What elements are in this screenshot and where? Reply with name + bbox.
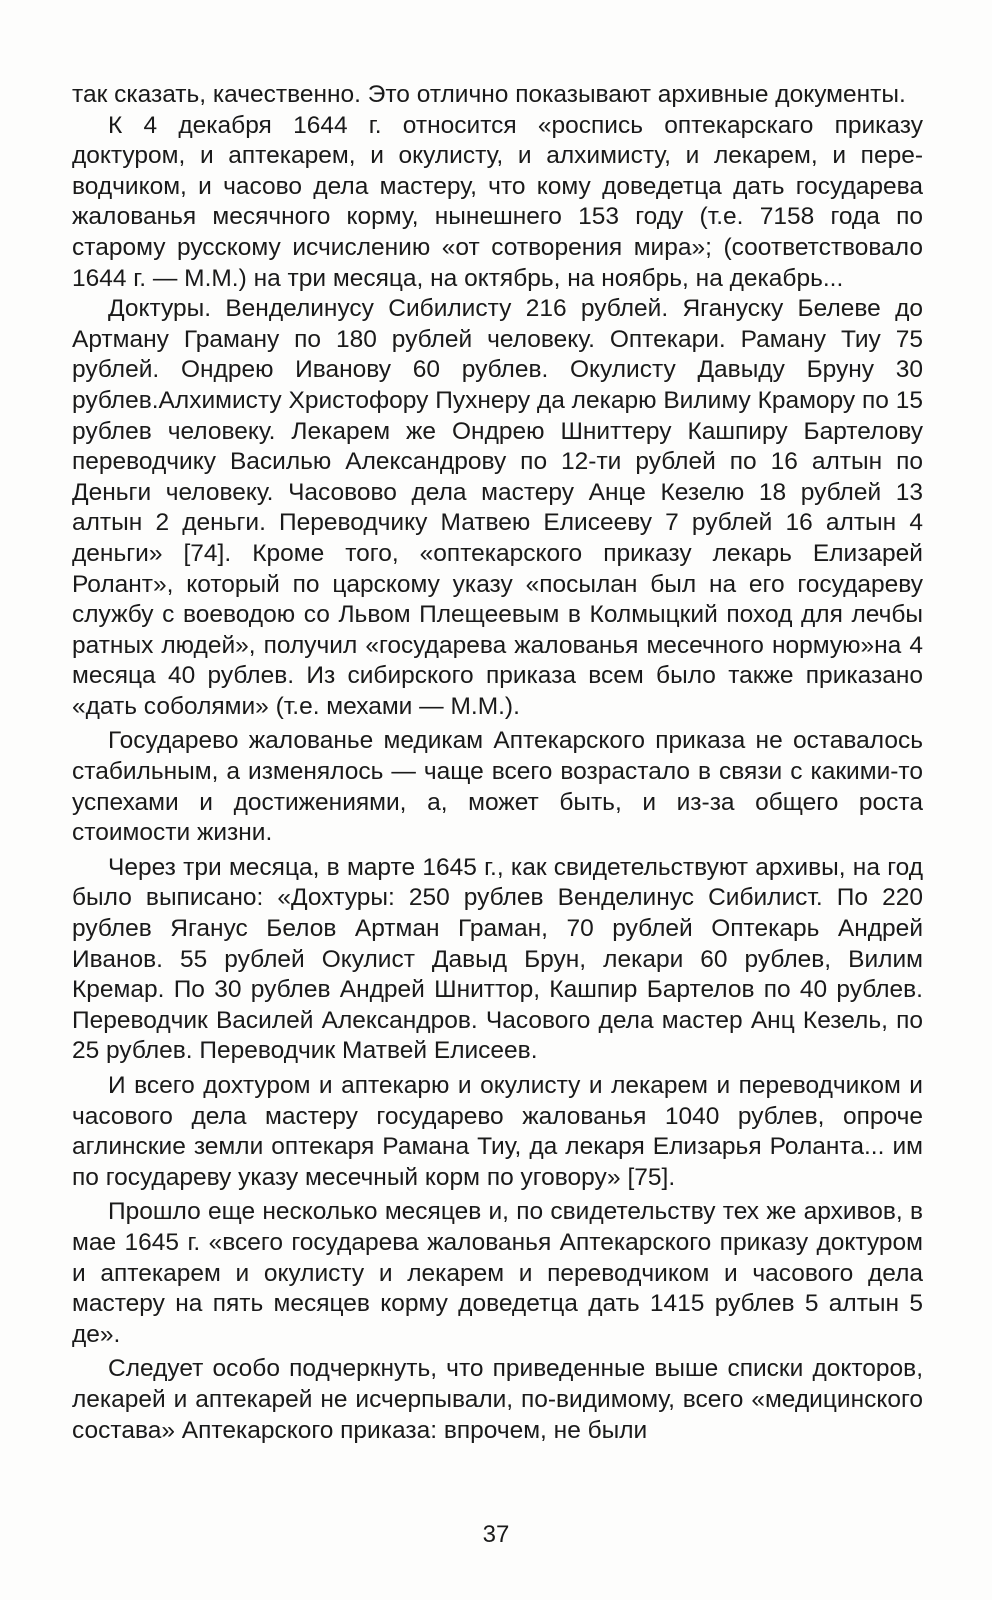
paragraph-6: И всего дохтуром и аптекарю и окулисту и лекарем и переводчиком и часового дела мастеру государево жалованья 1040 рублев, опроче аглинские земли оптекаря Рамана Тиу, да лекаря Елизарья Роланта... им по государеву указу месечный корм по уговору» [75].: [72, 1072, 923, 1191]
paragraph-8: Следует особо подчеркнуть, что приведенные выше списки докторов, лекарей и аптекарей не исчерпывали, по-видимому, всего «медицинского состава» Аптекарского приказа: впрочем, не были: [72, 1355, 923, 1444]
paragraph-3: Доктуры. Венделинусу Сибилисту 216 рублей. Ягануску Белеве до Артману Граману по 180 рублей человеку. Оптекари. Раману Тиу 75 рублей. Ондрею Иванову 60 рублев. Окулисту Давыду Бруну 30 рублев.Алхимисту Христофору Пухнеру да лекарю Вилиму Крамору по 15 рублев человеку. Лекарем же Ондрею Шниттеру Кашпиру Бартелову переводчику Василью Александрову по 12-ти рублей по 16 алтын по Деньги человеку. Часовово дела мастеру Анце Кезелю 18 рублей 13 алтын 2 деньги. Переводчику Матвею Елисееву 7 рублей 16 алтын 4 деньги» [74]. Кроме того, «оптекарского приказу лекарь Елизарей Ролант», который по царскому указу «посылан был на его государеву службу с воеводою со Львом Плещеевым в Колмыцкий поход для лечбы ратных людей», получил «государева жалованья месечного нормую»на 4 месяца 40 рублев. Из сибирского приказа всем было также приказано «дать соболями» (т.е. мехами — М.М.).: [72, 295, 923, 720]
body-text: [72, 80, 923, 1446]
paragraph-2: К 4 декабря 1644 г. относится «роспись оптекарскаго приказу доктуром, и аптекарем, и окулисту, и алхимисту, и лекарем, и переводчиком, и часово дела мастеру, что кому доведетца дать государева жалованья месячного корму, нынешнего 153 году (т.е. 7158 года по старому русскому исчислению «от сотворения мира»; (соответствовало 1644 г. — М.М.) на три месяца, на октябрь, на ноябрь, на декабрь...: [72, 111, 923, 292]
page-number: 37: [482, 1521, 510, 1548]
paragraph-5: Через три месяца, в марте 1645 г., как свидетельствуют архивы, на год было выписано: «Дохтуры: 250 рублев Венделинус Сибилист. По 220 рублев Яганус Белов Артман Граман, 70 рублей Оптекарь Андрей Иванов. 55 рублей Окулист Давыд Брун, лекари 60 рублев, Вилим Кремар. По 30 рублев Андрей Шниттор, Кашпир Бартелов по 40 рублев. Переводчик Василей Александров. Часового дела мастер Анц Кезель, по 25 рублев. Переводчик Матвей Елисеев.: [72, 853, 923, 1065]
paragraph-7: Прошло еще несколько месяцев и, по свидетельству тех же архивов, в мае 1645 г. «всего государева жалованья Аптекарского приказу доктуром и аптекарем и окулисту и лекарем и переводчиком и часового дела мастеру на пять месяцев корму доведетца дать 1415 рублев 5 алтын 5 де».: [72, 1198, 923, 1348]
paragraph-1: так сказать, качественно. Это отлично показывают архивные документы.: [72, 81, 906, 108]
paragraph-4: Государево жалованье медикам Аптекарского приказа не оставалось стабильным, а изменялось — чаще всего возрастало в связи с какими-то успехами и достижениями, а, может быть, и из-за общего роста стоимости жизни.: [72, 727, 923, 847]
